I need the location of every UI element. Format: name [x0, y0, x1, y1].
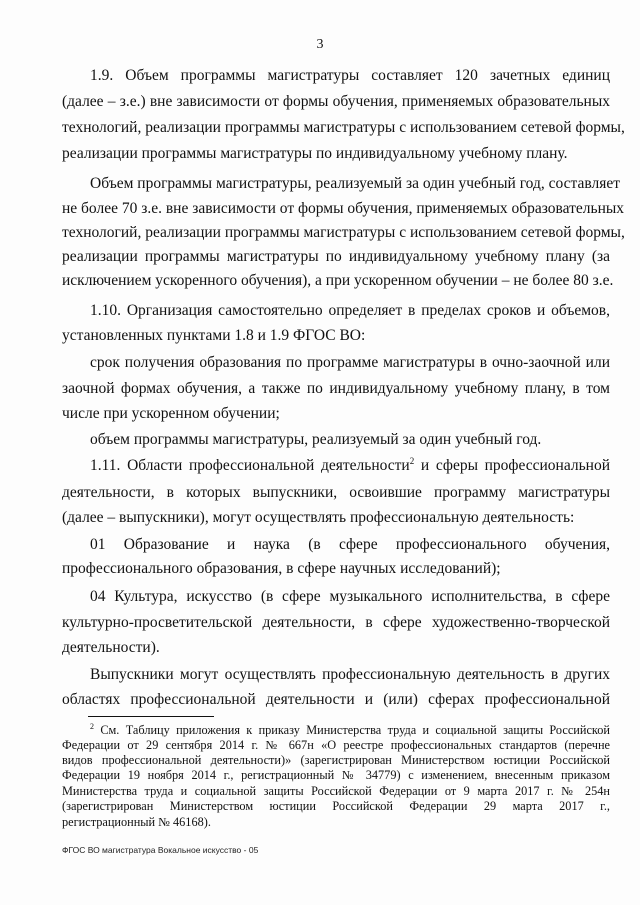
paragraph-line: областях профессиональной деятельности и (или) сферах профессиональной: [62, 691, 610, 708]
footnote-line: (зарегистрирован Министерством юстиции Российской Федерации 29 марта 2017 г.,: [62, 799, 610, 813]
paragraph-line: объем программы магистратуры, реализуемый за один учебный год.: [90, 431, 542, 448]
footnote-line: [90, 723, 610, 738]
paragraph-line: деятельности).: [62, 639, 160, 656]
paragraph-line: (далее – выпускники), могут осуществлять профессиональную деятельность:: [62, 509, 575, 526]
paragraph-line: технологий, реализации программы магистратуры с использованием сетевой формы,: [62, 119, 625, 136]
document-footer: ФГОС ВО магистратура Вокальное искусство - 05: [62, 845, 259, 855]
footnote-line: видов профессиональной деятельности)» (зарегистрирован Министерством юстиции Российской: [62, 753, 610, 767]
paragraph-line: (далее – з.е.) вне зависимости от формы обучения, применяемых образовательных: [62, 93, 610, 110]
paragraph-line: заочной формах обучения, а также по индивидуальному учебному плану, в том: [62, 380, 610, 397]
paragraph-line: профессионального образования, в сфере научных исследований);: [62, 560, 501, 577]
footnote-marker: 2: [90, 722, 94, 731]
paragraph-line: исключением ускоренного обучения), а при ускоренном обучении – не более 80 з.е.: [62, 272, 614, 289]
paragraph-line: реализации программы магистратуры по индивидуальному учебному плану (за: [62, 248, 610, 265]
paragraph-line: Объем программы магистратуры, реализуемый за один учебный год, составляет: [90, 175, 620, 192]
paragraph-line: 1.9. Объем программы магистратуры составляет 120 зачетных единиц: [90, 67, 610, 84]
footnote-separator: [88, 716, 214, 717]
page-number: 3: [316, 37, 324, 52]
footnote-line: Федерации 19 ноября 2014 г., регистрационный № 34779) с изменением, внесенным приказом: [62, 768, 610, 782]
paragraph-line: технологий, реализации программы магистратуры с использованием сетевой формы,: [62, 224, 625, 241]
paragraph-line: 01 Образование и наука (в сфере профессионального обучения,: [90, 536, 610, 553]
paragraph-line: Выпускники могут осуществлять профессиональную деятельность в других: [90, 666, 610, 683]
paragraph-line-with-footnote: [90, 456, 610, 476]
paragraph-line: числе при ускоренном обучении;: [62, 405, 280, 422]
paragraph-line: реализации программы магистратуры по индивидуальному учебному плану.: [62, 145, 568, 162]
paragraph-line: культурно-просветительской деятельности, в сфере художественно-творческой: [62, 614, 610, 631]
footnote-line: регистрационный № 46168).: [62, 815, 211, 829]
footnote-text: См. Таблицу приложения к приказу Министерства труда и социальной защиты Российской: [100, 723, 610, 737]
paragraph-text-part: и сферы профессиональной: [420, 457, 611, 474]
paragraph-line: деятельности, в которых выпускники, освоившие программу магистратуры: [62, 484, 610, 501]
paragraph-line: не более 70 з.е. вне зависимости от формы обучения, применяемых образовательных: [62, 200, 625, 217]
footnote-reference[interactable]: 2: [409, 456, 415, 466]
footnote-line: Министерства труда и социальной защиты Российской Федерации от 9 марта 2017 г. № 254н: [62, 784, 610, 798]
footnote-line: Федерации от 29 сентября 2014 г. № 667н «О реестре профессиональных стандартов (перечне: [62, 738, 610, 752]
paragraph-line: 1.10. Организация самостоятельно определяет в пределах сроков и объемов,: [90, 302, 610, 319]
paragraph-line: срок получения образования по программе магистратуры в очно-заочной или: [90, 354, 610, 371]
paragraph-line: установленных пунктами 1.8 и 1.9 ФГОС ВО:: [62, 327, 366, 344]
paragraph-text-part: 1.11. Области профессиональной деятельности: [90, 457, 410, 474]
paragraph-line: 04 Культура, искусство (в сфере музыкального исполнительства, в сфере: [90, 588, 610, 605]
